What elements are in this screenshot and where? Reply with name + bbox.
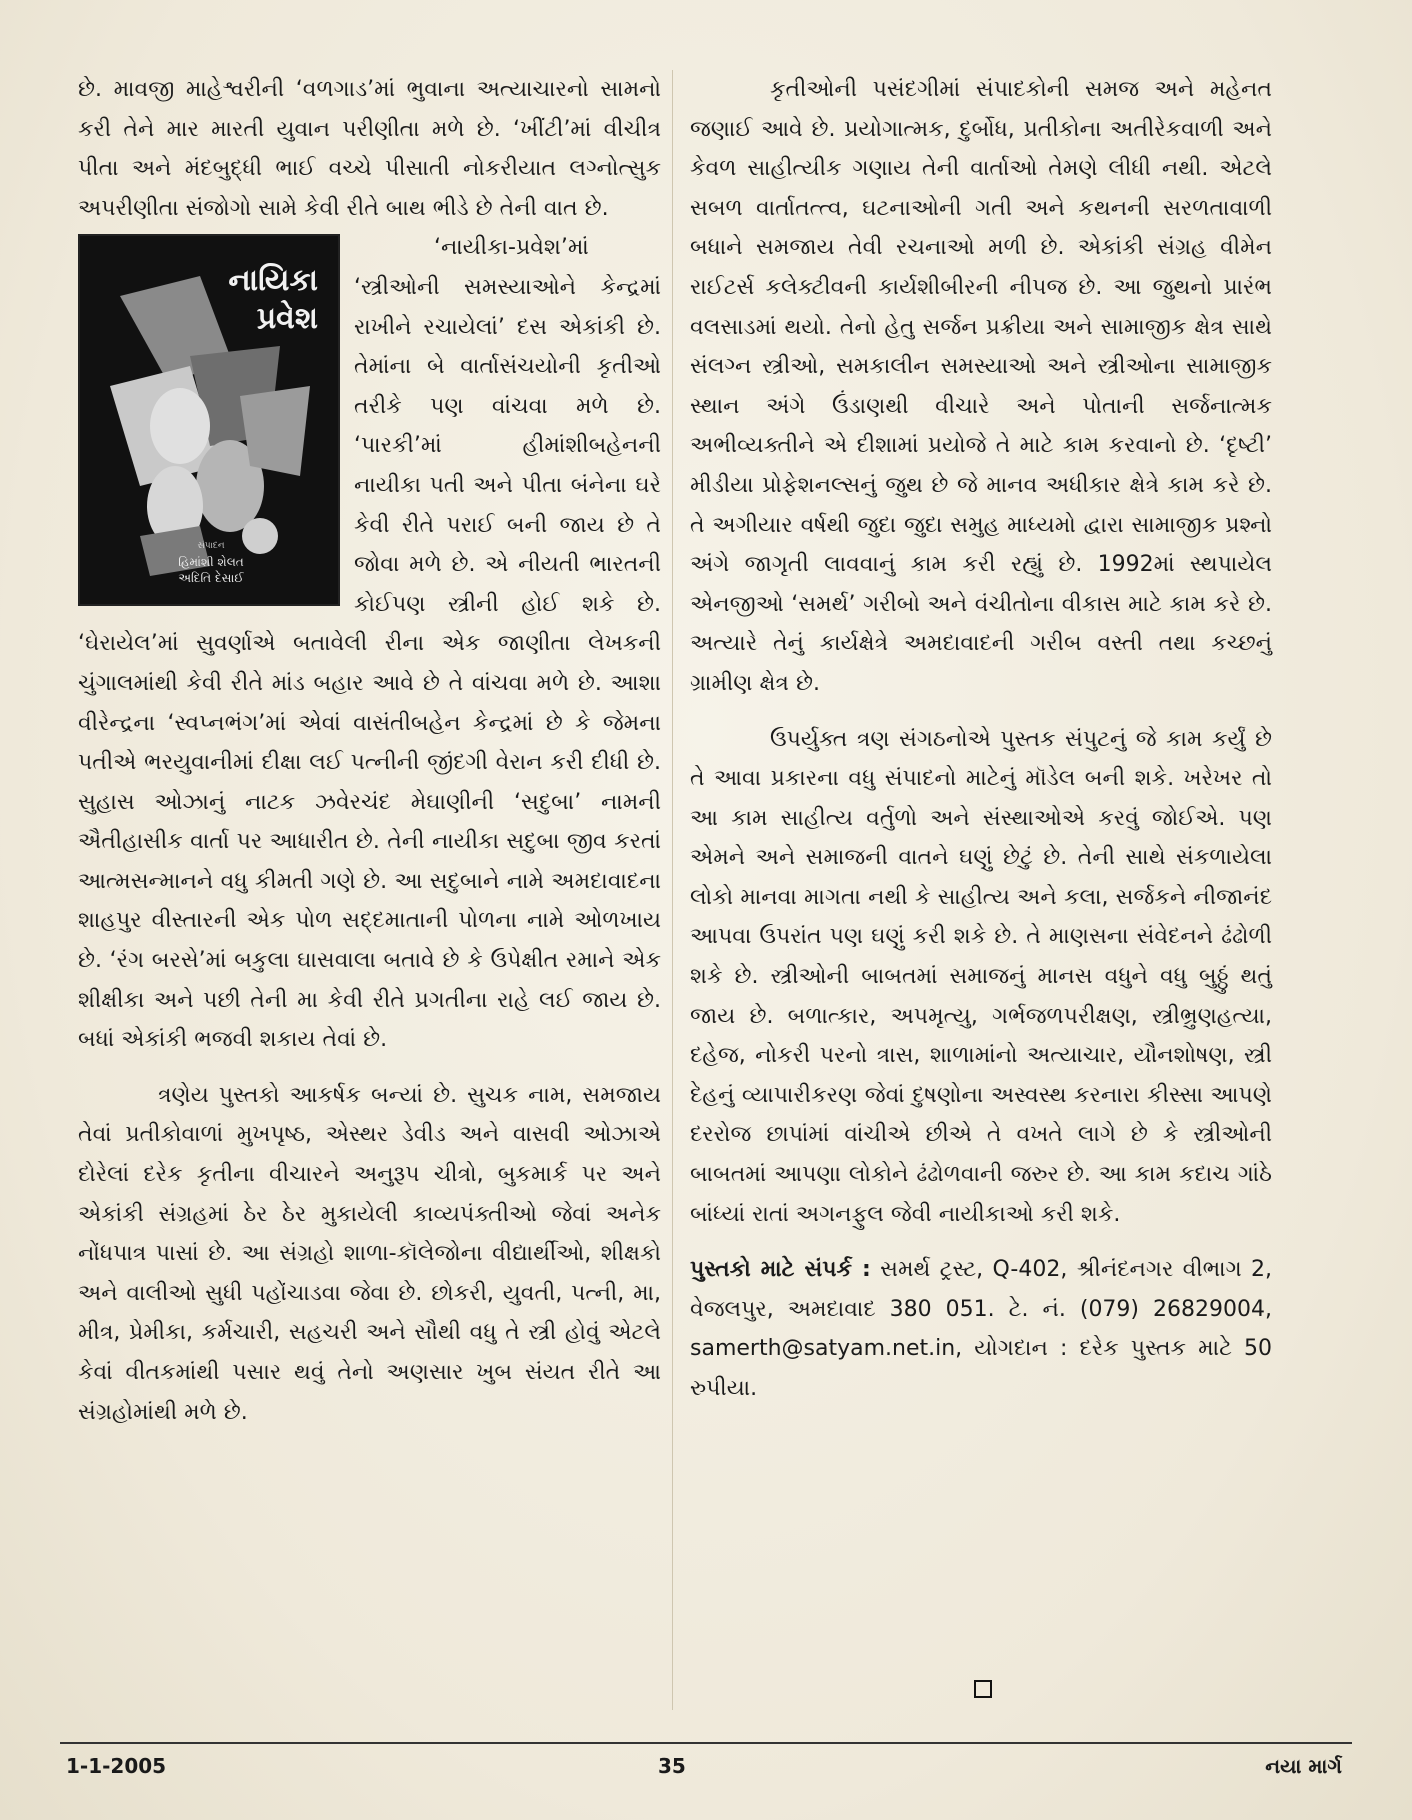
right-column xyxy=(690,70,1272,1409)
left-paragraph-2: ‘નાયીકા-પ્રવેશ’માં ‘સ્ત્રીઓની સમસ્યાઓને કેન્દ્રમાં રાખીને રચાયેલાં’ દસ એકાંકી છે. તેમાંના બે વાર્તાસંચયોની કૃતીઓ તરીકે પણ વાંચવા મળે છે. ‘પારકી’માં હીમાંશીબહેનની નાયીકા પતી અને પીતા બંનેના ઘરે કેવી રીતે પરાઈ બની જાય છે તે જોવા મળે છે. એ નીયતી ભારતની કોઈપણ સ્ત્રીની હોઈ શકે છે. ‘ઘેરાયેલ’માં સુવર્ણાએ બતાવેલી રીના એક જાણીતા લેખકની ચુંગાલમાંથી કેવી રીતે માંડ બહાર આવે છે તે વાંચવા મળે છે. આશા વીરેન્દ્રના ‘સ્વપ્નભંગ’માં એવાં વાસંતીબહેન કેન્દ્રમાં છે કે જેમના પતીએ ભરયુવાનીમાં દીક્ષા લઈ પત્નીની જીંદગી વેરાન કરી દીધી છે. સુહાસ ઓઝાનું નાટક ઝવેરચંદ મેઘાણીની ‘સદુબા’ નામની ઐતીહાસીક વાર્તા પર આધારીત છે. તેની નાયીકા સદુબા જીવ કરતાં આત્મસન્માનને વધુ કીમતી ગણે છે. આ સદુબાને નામે અમદાવાદના શાહપુર વીસ્તારની એક પોળ સદ્દમાતાની પોળના નામે ઓળખાય છે. ‘રંગ બરસે’માં બકુલા ઘાસવાલા બતાવે છે કે ઉપેક્ષીત રમાને એક શીક્ષીકા અને પછી તેની મા કેવી રીતે પ્રગતીના રાહે લઈ જાય છે. બધાં એકાંકી ભજવી શકાય તેવાં છે. xyxy=(78,235,661,1053)
end-of-article-mark xyxy=(974,1680,992,1698)
book-title-line-1: નાયિકા xyxy=(228,263,318,299)
editor-name-2: અદિતિ દેસાઈ xyxy=(178,571,244,586)
page-number: 35 xyxy=(658,1754,686,1778)
left-column xyxy=(78,70,661,1432)
book-credit xyxy=(100,538,322,586)
right-paragraph-2: ઉપર્યુક્ત ત્રણ સંગઠનોએ પુસ્તક સંપુટનું જે કામ કર્યું છે તે આવા પ્રકારના વધુ સંપાદનો માટેનું મૉડેલ બની શકે. ખરેખર તો આ કામ સાહીત્ય વર્તુળો અને સંસ્થાઓએ કરવું જોઈએ. પણ એમને અને સમાજની વાતને ઘણું છેટું છે. તેની સાથે સંકળાયેલા લોકો માનવા માગતા નથી કે સાહીત્ય અને કલા, સર્જકને નીજાનંદ આપવા ઉપરાંત પણ ઘણું કરી શકે છે. તે માણસના સંવેદનને ઢંઢોળી શકે છે. સ્ત્રીઓની બાબતમાં સમાજનું માનસ વધુને વધુ બુઠ્ઠું થતું જાય છે. બળાત્કાર, અપમૃત્યુ, ગર્ભજળપરીક્ષણ, સ્ત્રીભ્રુણહત્યા, દહેજ, નોકરી પરનો ત્રાસ, શાળામાંનો અત્યાચાર, યૌનશોષણ, સ્ત્રી દેહનું વ્યાપારીકરણ જેવાં દુષણોના અસ્વસ્થ કરનારા કીસ્સા આપણે દરરોજ છાપાંમાં વાંચીએ છીએ તે વખતે લાગે છે કે સ્ત્રીઓની બાબતમાં આપણા લોકોને ઢંઢોળવાની જરુર છે. આ કામ કદાચ ગાંઠે બાંધ્યાં રાતાં અગનફુલ જેવી નાયીકાઓ કરી શકે. xyxy=(690,726,1272,1227)
page-footer xyxy=(60,1742,1352,1784)
credit-label: સંપાદન xyxy=(197,541,225,552)
magazine-name: નયા માર્ગ xyxy=(1265,1754,1342,1778)
editor-name-1: હિમાંશી શેલત xyxy=(178,555,244,570)
contact-label: પુસ્તકો માટે સંપર્ક : xyxy=(690,1257,871,1283)
right-paragraph-1: કૃતીઓની પસંદગીમાં સંપાદકોની સમજ અને મહેનત જણાઈ આવે છે. પ્રયોગાત્મક, દુર્બોધ, પ્રતીકોના અતીરેકવાળી અને કેવળ સાહીત્યીક ગણાય તેની વાર્તાઓ તેમણે લીધી નથી. એટલે સબળ વાર્તાતત્ત્વ, ઘટનાઓની ગતી અને કથનની સરળતાવાળી બધાને સમજાય તેવી રચનાઓ મળી છે. એકાંકી સંગ્રહ વીમેન રાઈટર્સ કલેક્ટીવની કાર્યશીબીરની નીપજ છે. આ જુથનો પ્રારંભ વલસાડમાં થયો. તેનો હેતુ સર્જન પ્રક્રીયા અને સામાજીક ક્ષેત્ર સાથે સંલગ્ન સ્ત્રીઓ, સમકાલીન સમસ્યાઓ અને સ્ત્રીઓના સામાજીક સ્થાન અંગે ઉંડાણથી વીચારે અને પોતાની સર્જનાત્મક અભીવ્યક્તીને એ દીશામાં પ્રયોજે તે માટે કામ કરવાનો છે. ‘દૃષ્ટી’ મીડીયા પ્રોફેશનલ્સનું જુથ છે જે માનવ અધીકાર ક્ષેત્રે કામ કરે છે. તે અગીયાર વર્ષથી જુદા જુદા સમુહ માધ્યમો દ્વારા સામાજીક પ્રશ્નો અંગે જાગૃતી લાવવાનું કામ કરી રહ્યું છે. 1992માં સ્થપાયેલ એનજીઓ ‘સમર્થ’ ગરીબો અને વંચીતોના વીકાસ માટે કામ કરે છે. અત્યારે તેનું કાર્યક્ષેત્રે અમદાવાદની ગરીબ વસ્તી તથા કચ્છનું ગ્રામીણ ક્ષેત્ર છે. xyxy=(690,77,1272,696)
left-paragraph-1: છે. માવજી માહેશ્વરીની ‘વળગાડ’માં ભુવાના અત્યાચારનો સામનો કરી તેને માર મારતી યુવાન પરીણીતા મળે છે. ‘ખીંટી’માં વીચીત્ર પીતા અને મંદબુદ્ધી ભાઈ વચ્ચે પીસાતી નોકરીયાત લગ્નોત્સુક અપરીણીતા સંજોગો સામે કેવી રીતે બાથ ભીડે છે તેની વાત છે. xyxy=(78,77,661,221)
contact-paragraph xyxy=(690,1250,1272,1408)
book-cover-image xyxy=(78,234,340,606)
column-divider xyxy=(672,70,673,1710)
book-title-line-2: પ્રવેશ xyxy=(256,301,318,337)
footer-date: 1-1-2005 xyxy=(66,1754,167,1778)
book-title xyxy=(80,262,338,338)
left-paragraph-3: ત્રણેય પુસ્તકો આકર્ષક બન્યાં છે. સુચક નામ, સમજાય તેવાં પ્રતીકોવાળાં મુખપૃષ્ઠ, એસ્થર ડેવીડ અને વાસવી ઓઝાએ દોરેલાં દરેક કૃતીના વીચારને અનુરૂપ ચીત્રો, બુકમાર્ક પર અને એકાંકી સંગ્રહમાં ઠેર ઠેર મુકાયેલી કાવ્યપંક્તીઓ જેવાં અનેક નોંધપાત્ર પાસાં છે. આ સંગ્રહો શાળા-કૉલેજોના વીદ્યાર્થીઓ, શીક્ષકો અને વાલીઓ સુધી પહોંચાડવા જેવા છે. છોકરી, યુવતી, પત્ની, મા, મીત્ર, પ્રેમીકા, કર્મચારી, સહચરી અને સૌથી વધુ તે સ્ત્રી હોવું એટલે કેવાં વીતકમાંથી પસાર થવું તેનો અણસાર ખુબ સંયત રીતે આ સંગ્રહોમાંથી મળે છે. xyxy=(78,1082,661,1425)
contact-text: સમર્થ ટ્રસ્ટ, Q-402, શ્રીનંદનગર વીભાગ 2, વેજલપુર, અમદાવાદ 380 051. ટે. નં. (079) 26829004, samerth@satyam.net.in, યોગદાન : દરેક પુસ્તક માટે 50 રુપીયા. xyxy=(690,1257,1273,1401)
